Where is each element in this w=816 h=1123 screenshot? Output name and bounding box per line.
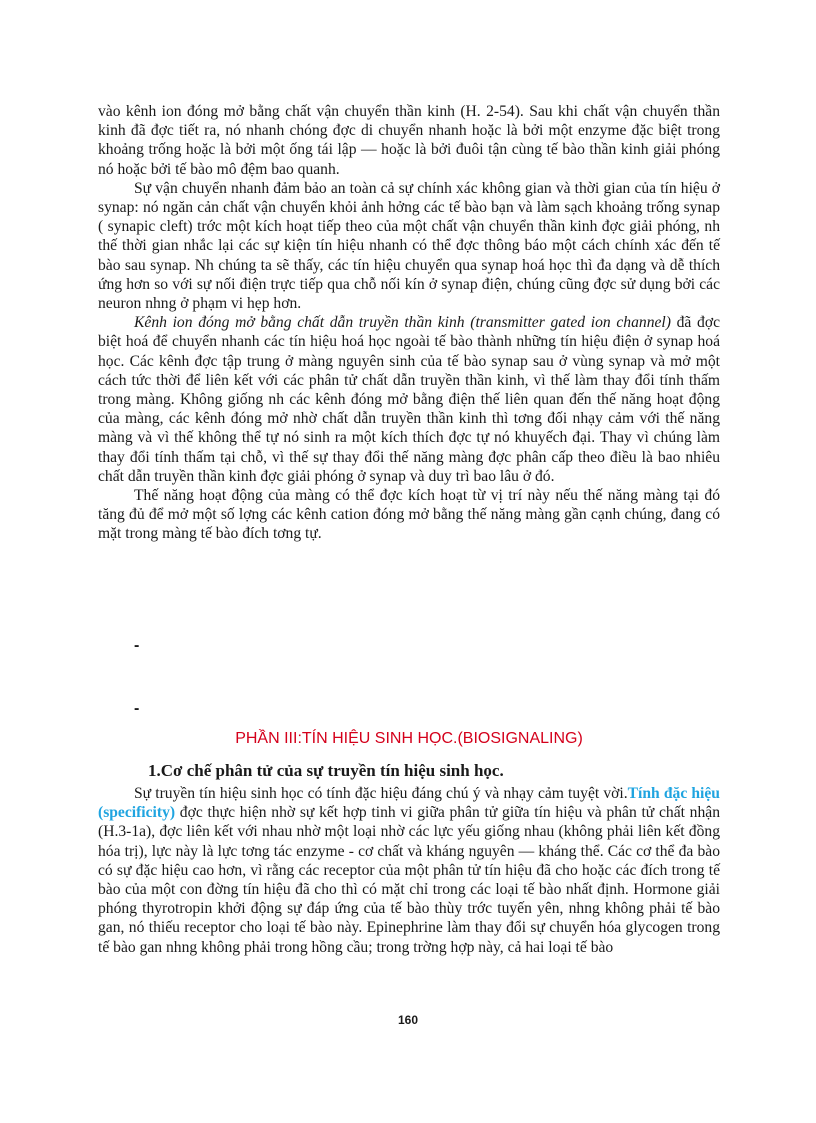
paragraph-5 — [98, 784, 720, 957]
paragraph-5-start: Sự truyền tín hiệu sinh học có tính đặc hiệu đáng chú ý và nhạy cảm tuyệt vời. — [134, 785, 628, 802]
paragraph-5-body: đợc thực hiện nhờ sự kết hợp tinh vi giữa phân tử giữa tín hiệu và phân tử chất nhận (H.3-1a), đợc liên kết với nhau nhờ một loại nhờ các lực yếu giống nhau (không phải liên kết đồng hóa trị), lực này là lực tơng tác enzyme - cơ chất và kháng nguyên — kháng thể. Các cơ thể đa bào có sự đặc hiệu cao hơn, vì rằng các receptor của một phân tử tín hiệu đã cho hoặc các đích trong tế bào của một con đờng tín hiệu đã cho thì có mặt chỉ trong các loại tế bào nhất định. Hormone giải phóng thyrotropin khởi động sự đáp ứng của tế bào thùy trớc tuyến yên, nhng không phải tế bào gan, nó thiếu receptor cho loại tế bào này. Epinephrine làm thay đổi sự chuyển hóa glycogen trong tế bào gan nhng không phải trong hồng cầu; trong trờng hợp này, cả hai loại tế bào — [98, 804, 720, 956]
text-block-bottom — [98, 784, 720, 957]
specificity-term: Tính đặc hiệu (specificity) — [98, 785, 720, 822]
paragraph-3-italic-term: Kênh ion đóng mở bằng chất dẫn truyền thần kinh (transmitter gated ion channel) — [134, 314, 671, 332]
paragraph-1: vào kênh ion đóng mở bằng chất vận chuyển thần kinh (H. 2-54). Sau khi chất vận chuyển thần kinh đã đợc tiết ra, nó nhanh chóng đợc di chuyển nhanh hoặc là bởi một enzyme đặc biệt trong khoảng trống hoặc là bởi một ống tái lập — hoặc là bởi đuôi tận cùng tế bào thần kinh giải phóng nó hoặc bởi tế bào mô đệm bao quanh. — [98, 103, 720, 178]
section-title: 1.Cơ chế phân tử của sự truyền tín hiệu sinh học. — [148, 761, 504, 780]
part-title: PHẦN III:TÍN HIỆU SINH HỌC.(BIOSIGNALING) — [235, 730, 583, 747]
paragraph-2: Sự vận chuyển nhanh đảm bảo an toàn cả sự chính xác không gian và thời gian của tín hiệu ở synap: nó ngăn cản chất vận chuyển khỏi ảnh hởng các tế bào bạn và làm sạch khoảng trống synap ( synapic cleft) trớc một kích hoạt tiếp theo của một chất vận chuyển thần kinh đợc giải phóng, nh thế thời gian nhắc lại các sự kiện tín hiệu nhanh có thể đợc thông báo một cách chính xác đến tế bào sau synap. Nh chúng ta sẽ thấy, các tín hiệu chuyển qua synap hoá học thì đa dạng và dễ thích ứng hơn so với sự nối điện trực tiếp qua chỗ nối kín ở synap điện, chúng cũng đợc sử dụng bởi các neuron nhng ở phạm vi hẹp hơn. — [98, 179, 720, 313]
page-number: 160 — [397, 1013, 419, 1027]
paragraph-3-body: đã đợc biệt hoá để chuyển nhanh các tín hiệu hoá học ngoài tế bào thành những tín hiệu điện ở synap hoá học. Các kênh đợc tập trung ở màng nguyên sinh của tế bào synap sau ở vùng synap và mở một cách tức thời để liên kết với các phân tử chất dẫn truyền thần kinh, vì thế làm thay đổi tính thấm trong màng. Không giống nh các kênh đóng mở bằng điện thế liên quan đến thế năng hoạt động của màng, các kênh đóng mở nhờ chất dẫn truyền thần kinh thì tơng đối nhạy cảm với thế năng màng và vì thế không thể tự nó sinh ra một kích thích đợc tự nó khuyếch đại. Thay vì chúng làm thay đổi tính thấm tại chỗ, vì thế sự thay đổi thế năng màng đợc phân cấp theo điều là bao nhiêu chất dẫn truyền thần kinh đợc giải phóng ở synap và duy trì bao lâu ở đó. — [98, 314, 720, 485]
dash-marker-2: - — [134, 700, 140, 717]
paragraph-3 — [98, 313, 720, 486]
dash-marker-1: - — [134, 637, 140, 654]
text-block-top — [98, 102, 720, 544]
paragraph-4: Thế năng hoạt động của màng có thể đợc kích hoạt từ vị trí này nếu thế năng màng tại đó tăng đủ để mở một số lợng các kênh cation đóng mở bằng thế năng màng gần cạnh chúng, đang có mặt trong màng tế bào đích tơng tự. — [98, 487, 720, 543]
